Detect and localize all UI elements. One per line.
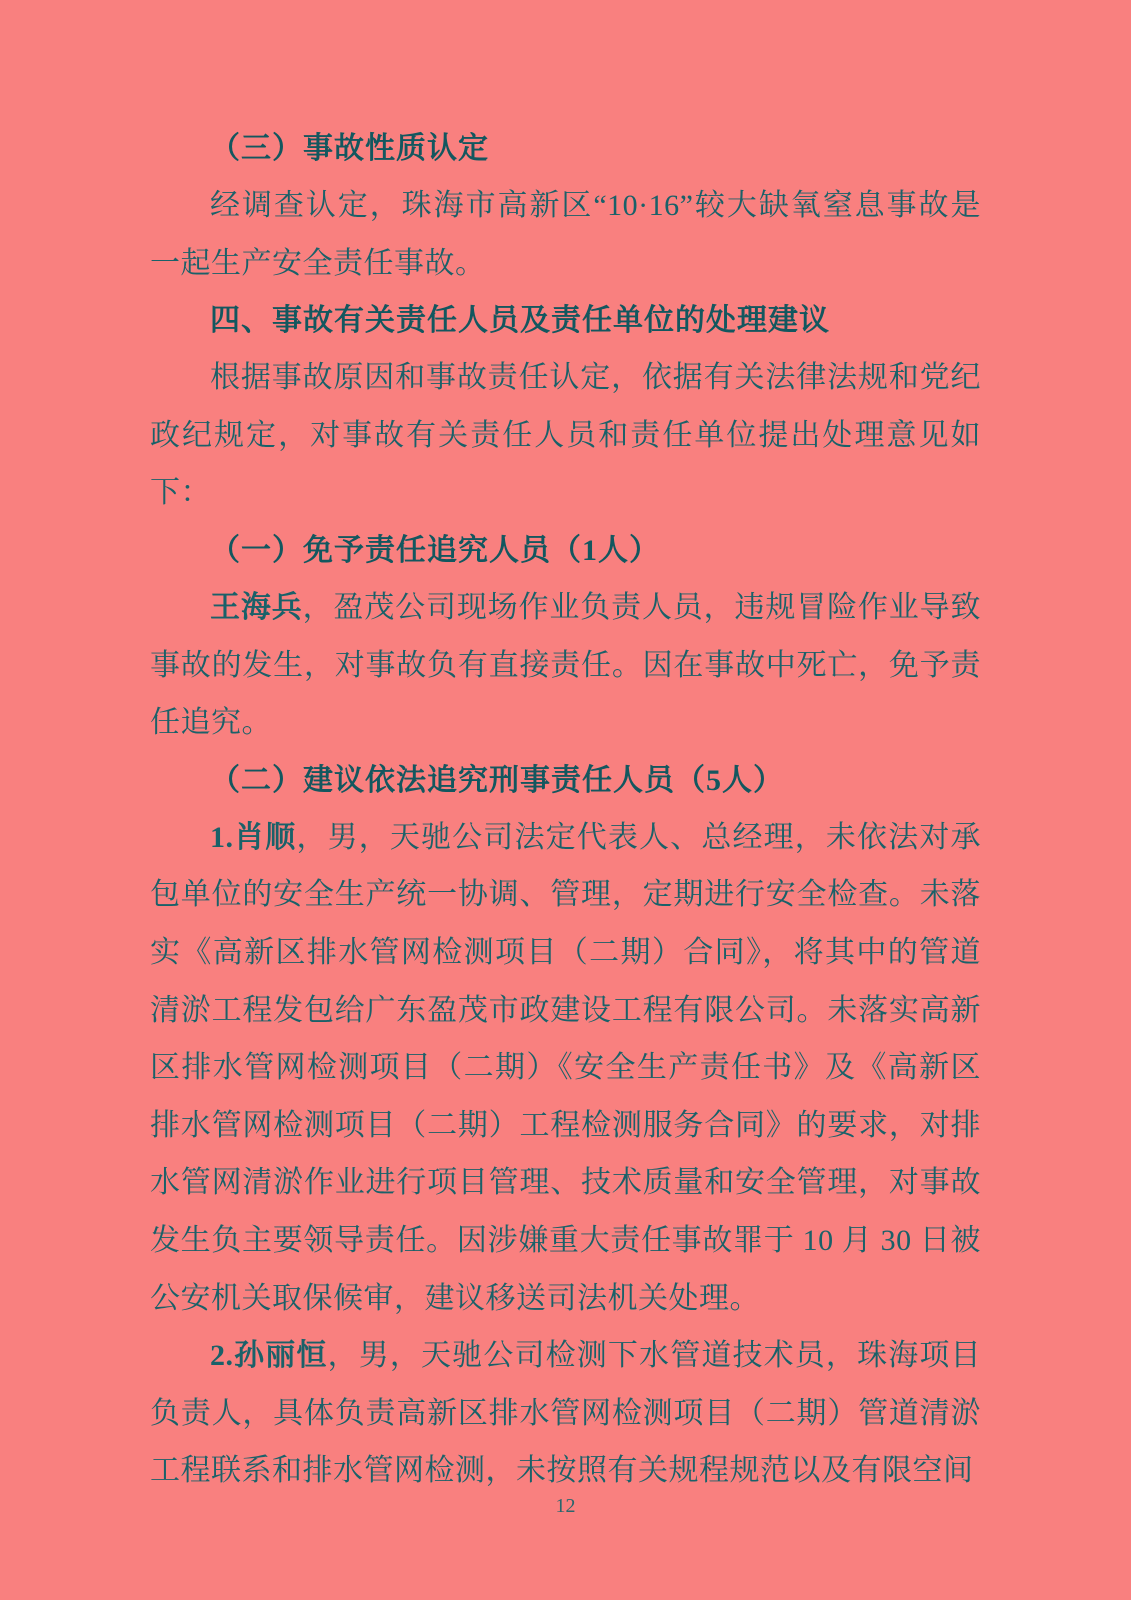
paragraph-wang-haibing bbox=[150, 579, 981, 752]
paragraph-wang-haibing-text: ，盈茂公司现场作业负责人员，违规冒险作业导致事故的发生，对事故负有直接责任。因在事故中死亡，免予责任追究。 bbox=[150, 590, 981, 740]
paragraph-accident-nature: 经调查认定，珠海市高新区“10·16”较大缺氧窒息事故是一起生产安全责任事故。 bbox=[150, 189, 981, 280]
paragraph-xiao-shun bbox=[150, 809, 981, 1327]
section-heading-3-3: （三）事故性质认定 bbox=[210, 132, 489, 165]
section-heading-4: 四、事故有关责任人员及责任单位的处理建议 bbox=[210, 304, 830, 338]
person-name-wang-haibing: 王海兵 bbox=[210, 590, 303, 624]
paragraph-sun-liheng bbox=[150, 1327, 981, 1500]
paragraph-handling-basis: 根据事故原因和事故责任认定，依据有关法律法规和党纪政纪规定，对事故有关责任人员和责任单位提出处理意见如下： bbox=[150, 361, 981, 510]
paragraph-sun-liheng-text: ，男，天驰公司检测下水管道技术员，珠海项目负责人，具体负责高新区排水管网检测项目（二期）管道清淤工程联系和排水管网检测，未按照有关规程规范以及有限空间 bbox=[150, 1339, 982, 1488]
page-number: 12 bbox=[555, 1495, 576, 1517]
paragraph-xiao-shun-text: ，男，天驰公司法定代表人、总经理，未依法对承包单位的安全生产统一协调、管理，定期进行安全检查。未落实《高新区排水管网检测项目（二期）合同》，将其中的管道清淤工程发包给广东盈茂市政建设工程有限公司。未落实高新区排水管网检测项目（二期）《安全生产责任书》及《高新区排水管网检测项目（二期）工程检测服务合同》的要求，对排水管网清淤作业进行项目管理、技术质量和安全管理，对事故发生负主要领导责任。因涉嫌重大责任事故罪于 10 月 30 日被公安机关取保候审，建议移送司法机关处理。 bbox=[150, 820, 981, 1315]
person-name-xiao-shun: 1.肖顺 bbox=[210, 820, 297, 854]
document-body bbox=[150, 120, 981, 1500]
person-name-sun-liheng: 2.孙丽恒 bbox=[210, 1339, 328, 1373]
section-heading-4-1: （一）免予责任追究人员（1人） bbox=[210, 533, 660, 567]
section-heading-4-2: （二）建议依法追究刑事责任人员（5人） bbox=[210, 763, 784, 797]
